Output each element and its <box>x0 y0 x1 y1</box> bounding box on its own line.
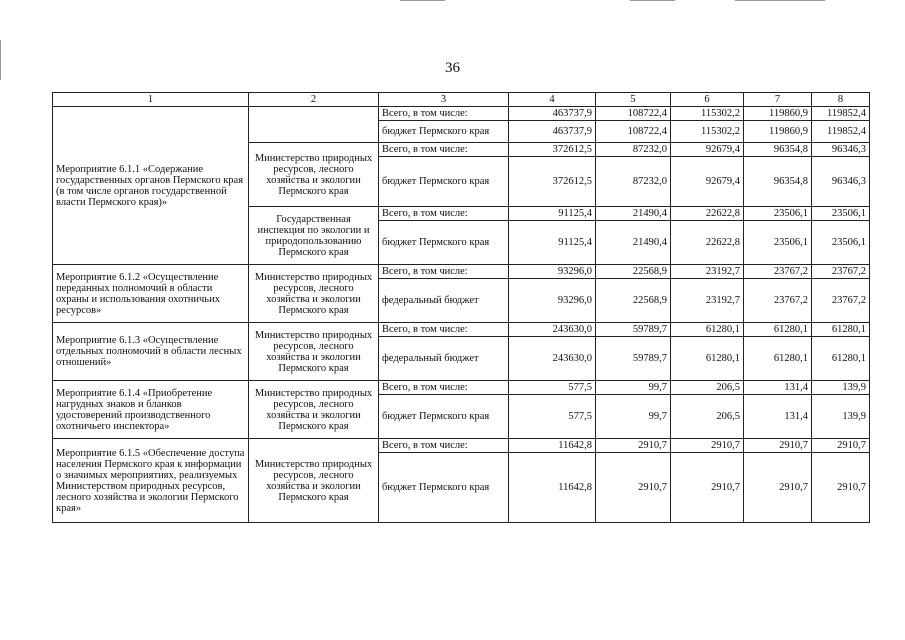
amount-cell: 23506,1 <box>744 221 812 265</box>
amount-cell: 61280,1 <box>671 323 744 337</box>
event-name-cell: Мероприятие 6.1.1 «Содержание государственных органов Пермского края (в том числе органов государственной власти Пермского края)» <box>53 107 249 265</box>
executor-cell: Министерство природных ресурсов, лесного хозяйства и экологии Пермского края <box>249 143 379 207</box>
amount-cell: 22568,9 <box>596 279 671 323</box>
amount-cell: 96354,8 <box>744 143 812 157</box>
amount-cell: 96354,8 <box>744 157 812 207</box>
event-name-cell: Мероприятие 6.1.2 «Осуществление переданных полномочий в области охраны и использования охотничьих ресурсов» <box>53 265 249 323</box>
executor-cell: Министерство природных ресурсов, лесного хозяйства и экологии Пермского края <box>249 381 379 439</box>
amount-cell: 577,5 <box>509 381 596 395</box>
amount-cell: 93296,0 <box>509 279 596 323</box>
funding-source-cell: Всего, в том числе: <box>379 265 509 279</box>
funding-source-cell: Всего, в том числе: <box>379 143 509 157</box>
amount-cell: 206,5 <box>671 395 744 439</box>
amount-cell: 372612,5 <box>509 157 596 207</box>
column-header: 7 <box>744 93 812 107</box>
amount-cell: 93296,0 <box>509 265 596 279</box>
amount-cell: 2910,7 <box>596 453 671 523</box>
table-row-total <box>53 381 870 395</box>
table-row-total <box>53 265 870 279</box>
executor-cell: Министерство природных ресурсов, лесного хозяйства и экологии Пермского края <box>249 323 379 381</box>
funding-source-cell: бюджет Пермского края <box>379 453 509 523</box>
amount-cell: 139,9 <box>812 381 870 395</box>
amount-cell: 2910,7 <box>812 453 870 523</box>
amount-cell: 23767,2 <box>744 265 812 279</box>
amount-cell: 22622,8 <box>671 207 744 221</box>
amount-cell: 92679,4 <box>671 157 744 207</box>
executor-cell: Министерство природных ресурсов, лесного хозяйства и экологии Пермского края <box>249 439 379 523</box>
amount-cell: 99,7 <box>596 395 671 439</box>
amount-cell: 23192,7 <box>671 265 744 279</box>
amount-cell: 11642,8 <box>509 453 596 523</box>
amount-cell: 463737,9 <box>509 121 596 143</box>
amount-cell: 61280,1 <box>744 337 812 381</box>
table-header-row <box>53 93 870 107</box>
amount-cell: 115302,2 <box>671 121 744 143</box>
amount-cell: 2910,7 <box>596 439 671 453</box>
amount-cell: 96346,3 <box>812 143 870 157</box>
amount-cell: 59789,7 <box>596 323 671 337</box>
amount-cell: 91125,4 <box>509 207 596 221</box>
amount-cell: 59789,7 <box>596 337 671 381</box>
amount-cell: 23767,2 <box>812 279 870 323</box>
amount-cell: 2910,7 <box>744 439 812 453</box>
event-name-cell: Мероприятие 6.1.5 «Обеспечение доступа населения Пермского края к информации о значимых мероприятиях, реализуемых Министерством природных ресурсов, лесного хозяйства и экологии Пермского края» <box>53 439 249 523</box>
amount-cell: 119852,4 <box>812 107 870 121</box>
funding-source-cell: Всего, в том числе: <box>379 107 509 121</box>
funding-source-cell: Всего, в том числе: <box>379 381 509 395</box>
table-row-total <box>53 439 870 453</box>
amount-cell: 23192,7 <box>671 279 744 323</box>
column-header: 2 <box>249 93 379 107</box>
funding-source-cell: Всего, в том числе: <box>379 207 509 221</box>
scan-edge-mark <box>400 0 445 1</box>
budget-table <box>52 92 870 523</box>
amount-cell: 92679,4 <box>671 143 744 157</box>
funding-source-cell: бюджет Пермского края <box>379 395 509 439</box>
amount-cell: 61280,1 <box>812 337 870 381</box>
amount-cell: 243630,0 <box>509 337 596 381</box>
column-header: 5 <box>596 93 671 107</box>
event-name-cell: Мероприятие 6.1.3 «Осуществление отдельных полномочий в области лесных отношений» <box>53 323 249 381</box>
amount-cell: 2910,7 <box>671 453 744 523</box>
amount-cell: 577,5 <box>509 395 596 439</box>
amount-cell: 2910,7 <box>671 439 744 453</box>
amount-cell: 243630,0 <box>509 323 596 337</box>
amount-cell: 61280,1 <box>671 337 744 381</box>
amount-cell: 23506,1 <box>744 207 812 221</box>
column-header: 3 <box>379 93 509 107</box>
amount-cell: 131,4 <box>744 381 812 395</box>
column-header: 8 <box>812 93 870 107</box>
amount-cell: 21490,4 <box>596 207 671 221</box>
executor-cell <box>249 107 379 143</box>
amount-cell: 61280,1 <box>812 323 870 337</box>
table-body <box>53 107 870 523</box>
amount-cell: 87232,0 <box>596 143 671 157</box>
funding-source-cell: федеральный бюджет <box>379 279 509 323</box>
amount-cell: 108722,4 <box>596 121 671 143</box>
amount-cell: 22622,8 <box>671 221 744 265</box>
amount-cell: 91125,4 <box>509 221 596 265</box>
amount-cell: 99,7 <box>596 381 671 395</box>
funding-source-cell: Всего, в том числе: <box>379 323 509 337</box>
amount-cell: 206,5 <box>671 381 744 395</box>
page-number: 36 <box>445 60 460 76</box>
amount-cell: 115302,2 <box>671 107 744 121</box>
amount-cell: 23506,1 <box>812 207 870 221</box>
funding-source-cell: Всего, в том числе: <box>379 439 509 453</box>
amount-cell: 22568,9 <box>596 265 671 279</box>
executor-cell: Государственная инспекция по экологии и природопользованию Пермского края <box>249 207 379 265</box>
amount-cell: 108722,4 <box>596 107 671 121</box>
amount-cell: 2910,7 <box>812 439 870 453</box>
amount-cell: 119860,9 <box>744 107 812 121</box>
amount-cell: 2910,7 <box>744 453 812 523</box>
funding-source-cell: бюджет Пермского края <box>379 121 509 143</box>
scan-edge-mark <box>735 0 825 1</box>
amount-cell: 139,9 <box>812 395 870 439</box>
table-row-total <box>53 323 870 337</box>
funding-source-cell: федеральный бюджет <box>379 337 509 381</box>
amount-cell: 96346,3 <box>812 157 870 207</box>
amount-cell: 23767,2 <box>744 279 812 323</box>
funding-source-cell: бюджет Пермского края <box>379 157 509 207</box>
amount-cell: 11642,8 <box>509 439 596 453</box>
executor-cell: Министерство природных ресурсов, лесного хозяйства и экологии Пермского края <box>249 265 379 323</box>
table-row-total <box>53 107 870 121</box>
amount-cell: 23767,2 <box>812 265 870 279</box>
amount-cell: 372612,5 <box>509 143 596 157</box>
amount-cell: 23506,1 <box>812 221 870 265</box>
event-name-cell: Мероприятие 6.1.4 «Приобретение нагрудных знаков и бланков удостоверений производственного охотничьего инспектора» <box>53 381 249 439</box>
column-header: 6 <box>671 93 744 107</box>
funding-source-cell: бюджет Пермского края <box>379 221 509 265</box>
amount-cell: 21490,4 <box>596 221 671 265</box>
amount-cell: 119860,9 <box>744 121 812 143</box>
amount-cell: 61280,1 <box>744 323 812 337</box>
amount-cell: 463737,9 <box>509 107 596 121</box>
amount-cell: 87232,0 <box>596 157 671 207</box>
amount-cell: 119852,4 <box>812 121 870 143</box>
column-header: 4 <box>509 93 596 107</box>
scan-edge-mark <box>630 0 675 1</box>
amount-cell: 131,4 <box>744 395 812 439</box>
column-header: 1 <box>53 93 249 107</box>
